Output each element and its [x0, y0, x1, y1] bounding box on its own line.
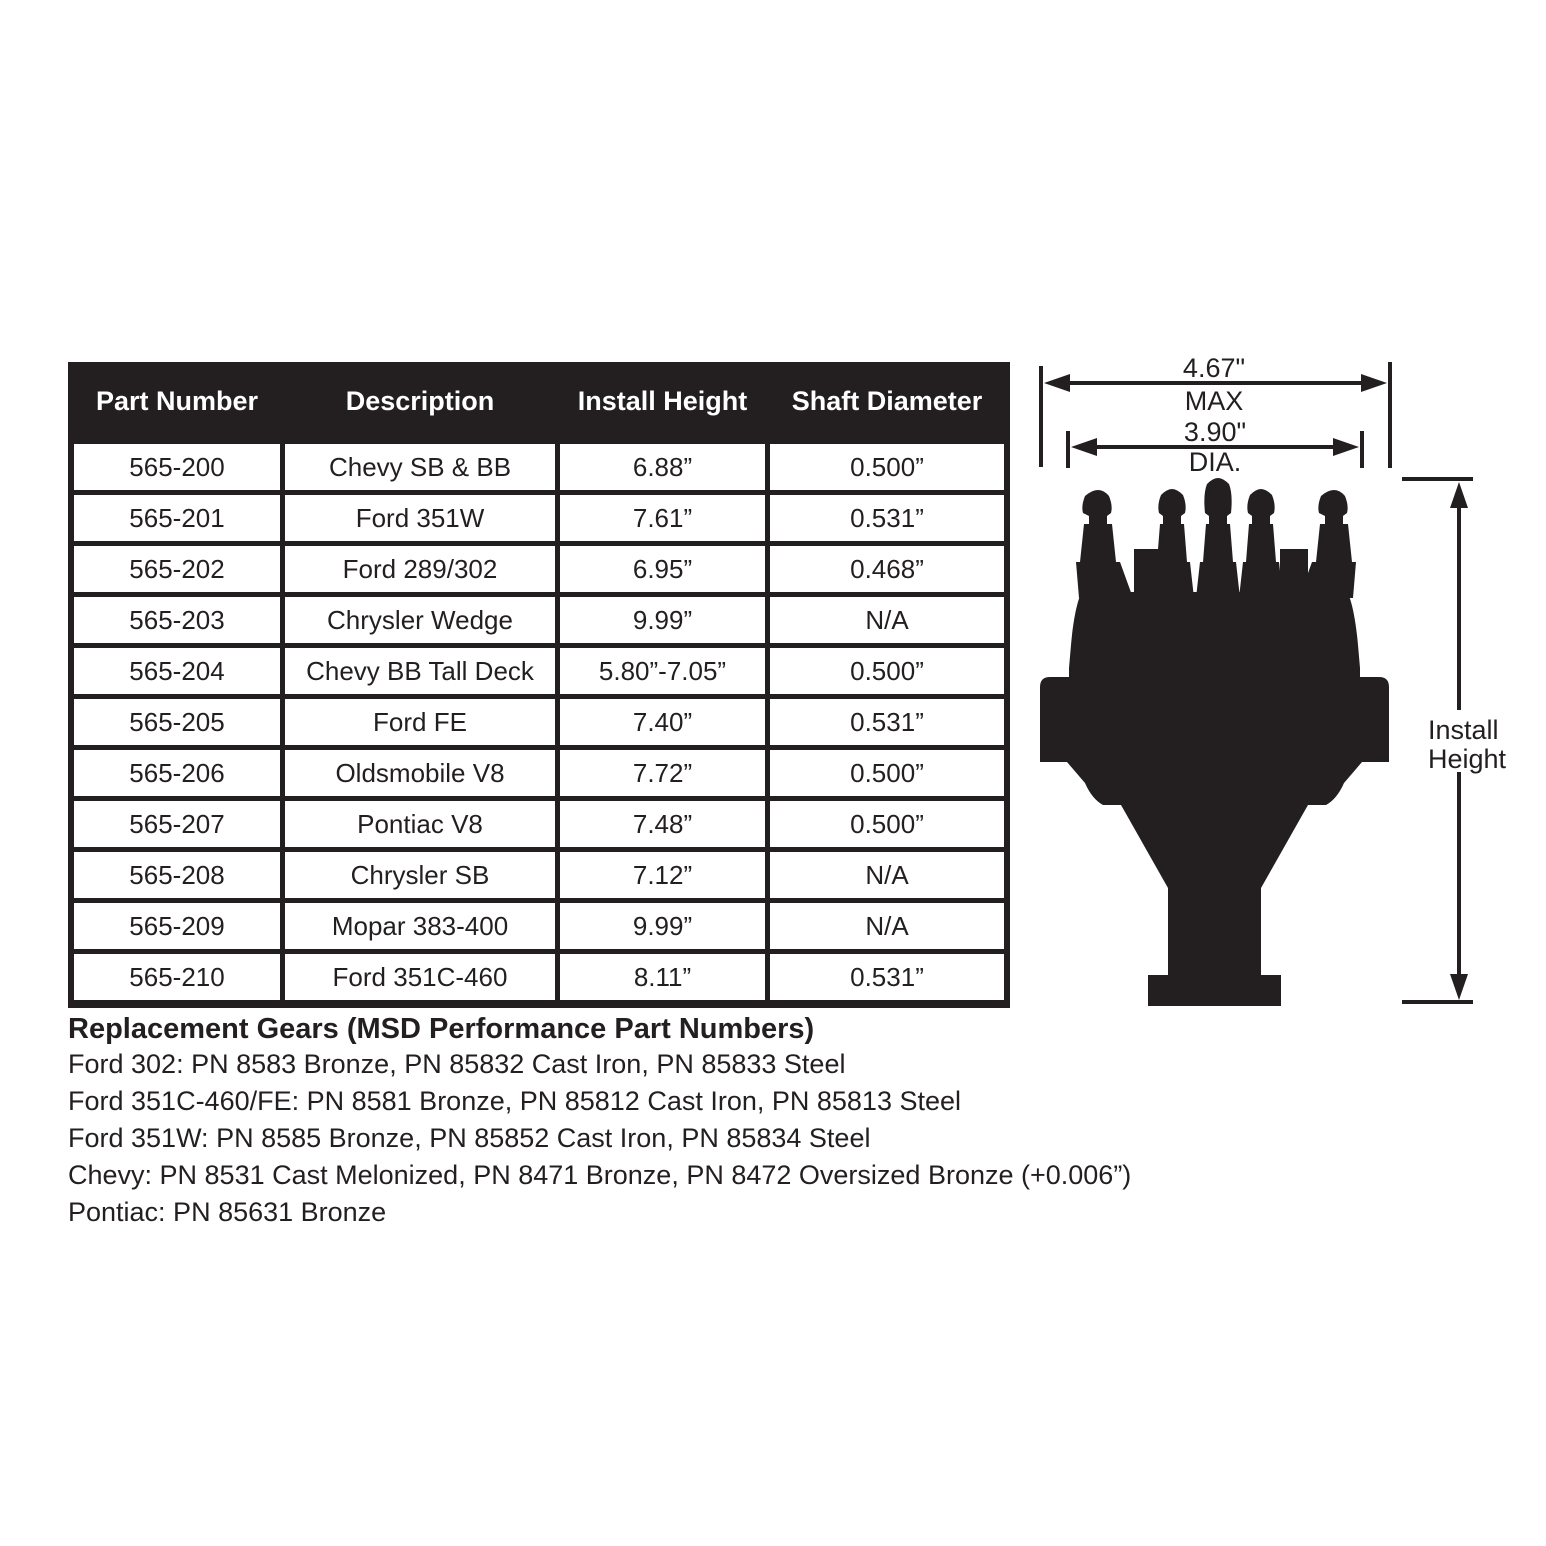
gear-note-line: Ford 351W: PN 8585 Bronze, PN 85852 Cast Iron, PN 85834 Steel	[68, 1123, 871, 1153]
cap-step-left	[1134, 549, 1162, 599]
table-cell: 565-207	[74, 801, 280, 847]
table-cell: N/A	[770, 597, 1004, 643]
gear-notes-lines	[68, 1046, 1488, 1231]
table-cell: Chevy SB & BB	[285, 444, 555, 490]
distributor-diagram	[1020, 350, 1546, 1050]
table-cell: Pontiac V8	[285, 801, 555, 847]
table-header-description: Description	[345, 385, 495, 416]
table-cell: Ford 351W	[285, 495, 555, 541]
dim-dia-unit-label: DIA.	[1188, 447, 1242, 477]
table-row	[74, 903, 1004, 949]
arrowhead-right-icon	[1361, 374, 1387, 392]
table-cell: 7.48”	[560, 801, 765, 847]
table-cell: 9.99”	[560, 903, 765, 949]
table-cell: Ford 289/302	[285, 546, 555, 592]
table-cell: 0.500”	[770, 801, 1004, 847]
table-cell: 9.99”	[560, 597, 765, 643]
table-row	[74, 699, 1004, 745]
distributor-diagram-svg	[1020, 350, 1546, 1050]
table-cell: 0.500”	[770, 750, 1004, 796]
table-header-row	[74, 362, 1004, 440]
table-cell: 565-204	[74, 648, 280, 694]
table-row	[74, 852, 1004, 898]
table-cell: 0.531”	[770, 699, 1004, 745]
gear-note-line: Ford 302: PN 8583 Bronze, PN 85832 Cast Iron, PN 85833 Steel	[68, 1049, 846, 1079]
arrowhead-left-icon	[1044, 374, 1070, 392]
gear-note-line: Chevy: PN 8531 Cast Melonized, PN 8471 Bronze, PN 8472 Oversized Bronze (+0.006”)	[68, 1160, 1132, 1190]
table-cell: Chrysler SB	[285, 852, 555, 898]
table-cell: 565-209	[74, 903, 280, 949]
table-cell: 7.40”	[560, 699, 765, 745]
gear-note-line: Pontiac: PN 85631 Bronze	[68, 1197, 387, 1227]
table-cell: 565-210	[74, 954, 280, 1000]
table-cell: Oldsmobile V8	[285, 750, 555, 796]
cap-tower-1	[1076, 490, 1133, 598]
table-cell: Chrysler Wedge	[285, 597, 555, 643]
cap-tower-4	[1239, 489, 1283, 598]
table-cell: 565-202	[74, 546, 280, 592]
table-cell: 8.11”	[560, 954, 765, 1000]
table-cell: 5.80”-7.05”	[560, 648, 765, 694]
dim-dia-value-label: 3.90"	[1183, 417, 1247, 447]
table-cell: N/A	[770, 852, 1004, 898]
cap-tower-3	[1196, 478, 1240, 598]
table-cell: Ford 351C-460	[285, 954, 555, 1000]
table-cell: Mopar 383-400	[285, 903, 555, 949]
table-header-shaft-diameter: Shaft Diameter	[791, 385, 983, 416]
arrowhead-left-icon	[1071, 438, 1097, 456]
table-row	[74, 954, 1004, 1000]
table-cell: 7.72”	[560, 750, 765, 796]
table-cell: 565-208	[74, 852, 280, 898]
dim-max-value-label: 4.67"	[1182, 353, 1246, 383]
table-cell: 565-206	[74, 750, 280, 796]
gear-note-line: Ford 351C-460/FE: PN 8581 Bronze, PN 85812 Cast Iron, PN 85813 Steel	[68, 1086, 962, 1116]
install-height-label-line2: Height	[1428, 744, 1507, 774]
arrowhead-down-icon	[1450, 974, 1468, 1000]
table-row	[74, 801, 1004, 847]
cap-step-right	[1280, 549, 1308, 599]
table-cell: Ford FE	[285, 699, 555, 745]
table-cell: 7.12”	[560, 852, 765, 898]
arrowhead-right-icon	[1333, 438, 1359, 456]
table-cell: 7.61”	[560, 495, 765, 541]
install-height-label-line1: Install	[1428, 715, 1499, 745]
table-cell: 0.500”	[770, 648, 1004, 694]
table-cell: 0.468”	[770, 546, 1004, 592]
table-cell: 0.531”	[770, 495, 1004, 541]
table-cell: N/A	[770, 903, 1004, 949]
table-row	[74, 495, 1004, 541]
table-cell: 565-200	[74, 444, 280, 490]
table-cell: 565-205	[74, 699, 280, 745]
table-header-install-height: Install Height	[577, 385, 748, 416]
table-row	[74, 546, 1004, 592]
table-cell: 6.88”	[560, 444, 765, 490]
table-row	[74, 648, 1004, 694]
table-cell: 0.500”	[770, 444, 1004, 490]
table-cell: 565-201	[74, 495, 280, 541]
table-header-part-number: Part Number	[95, 385, 259, 416]
parts-table	[68, 362, 1010, 1008]
table-cell: 565-203	[74, 597, 280, 643]
dim-max-unit-label: MAX	[1184, 386, 1244, 416]
replacement-gears-title: Replacement Gears (MSD Performance Part Numbers)	[68, 1013, 815, 1045]
table-cell: 0.531”	[770, 954, 1004, 1000]
table-row	[74, 750, 1004, 796]
distributor-silhouette	[1040, 478, 1389, 1006]
table-row	[74, 597, 1004, 643]
arrowhead-up-icon	[1450, 482, 1468, 508]
table-row	[74, 444, 1004, 490]
table-cell: Chevy BB Tall Deck	[285, 648, 555, 694]
table-cell: 6.95”	[560, 546, 765, 592]
distributor-body	[1040, 592, 1389, 1006]
table-body	[74, 444, 1004, 1000]
